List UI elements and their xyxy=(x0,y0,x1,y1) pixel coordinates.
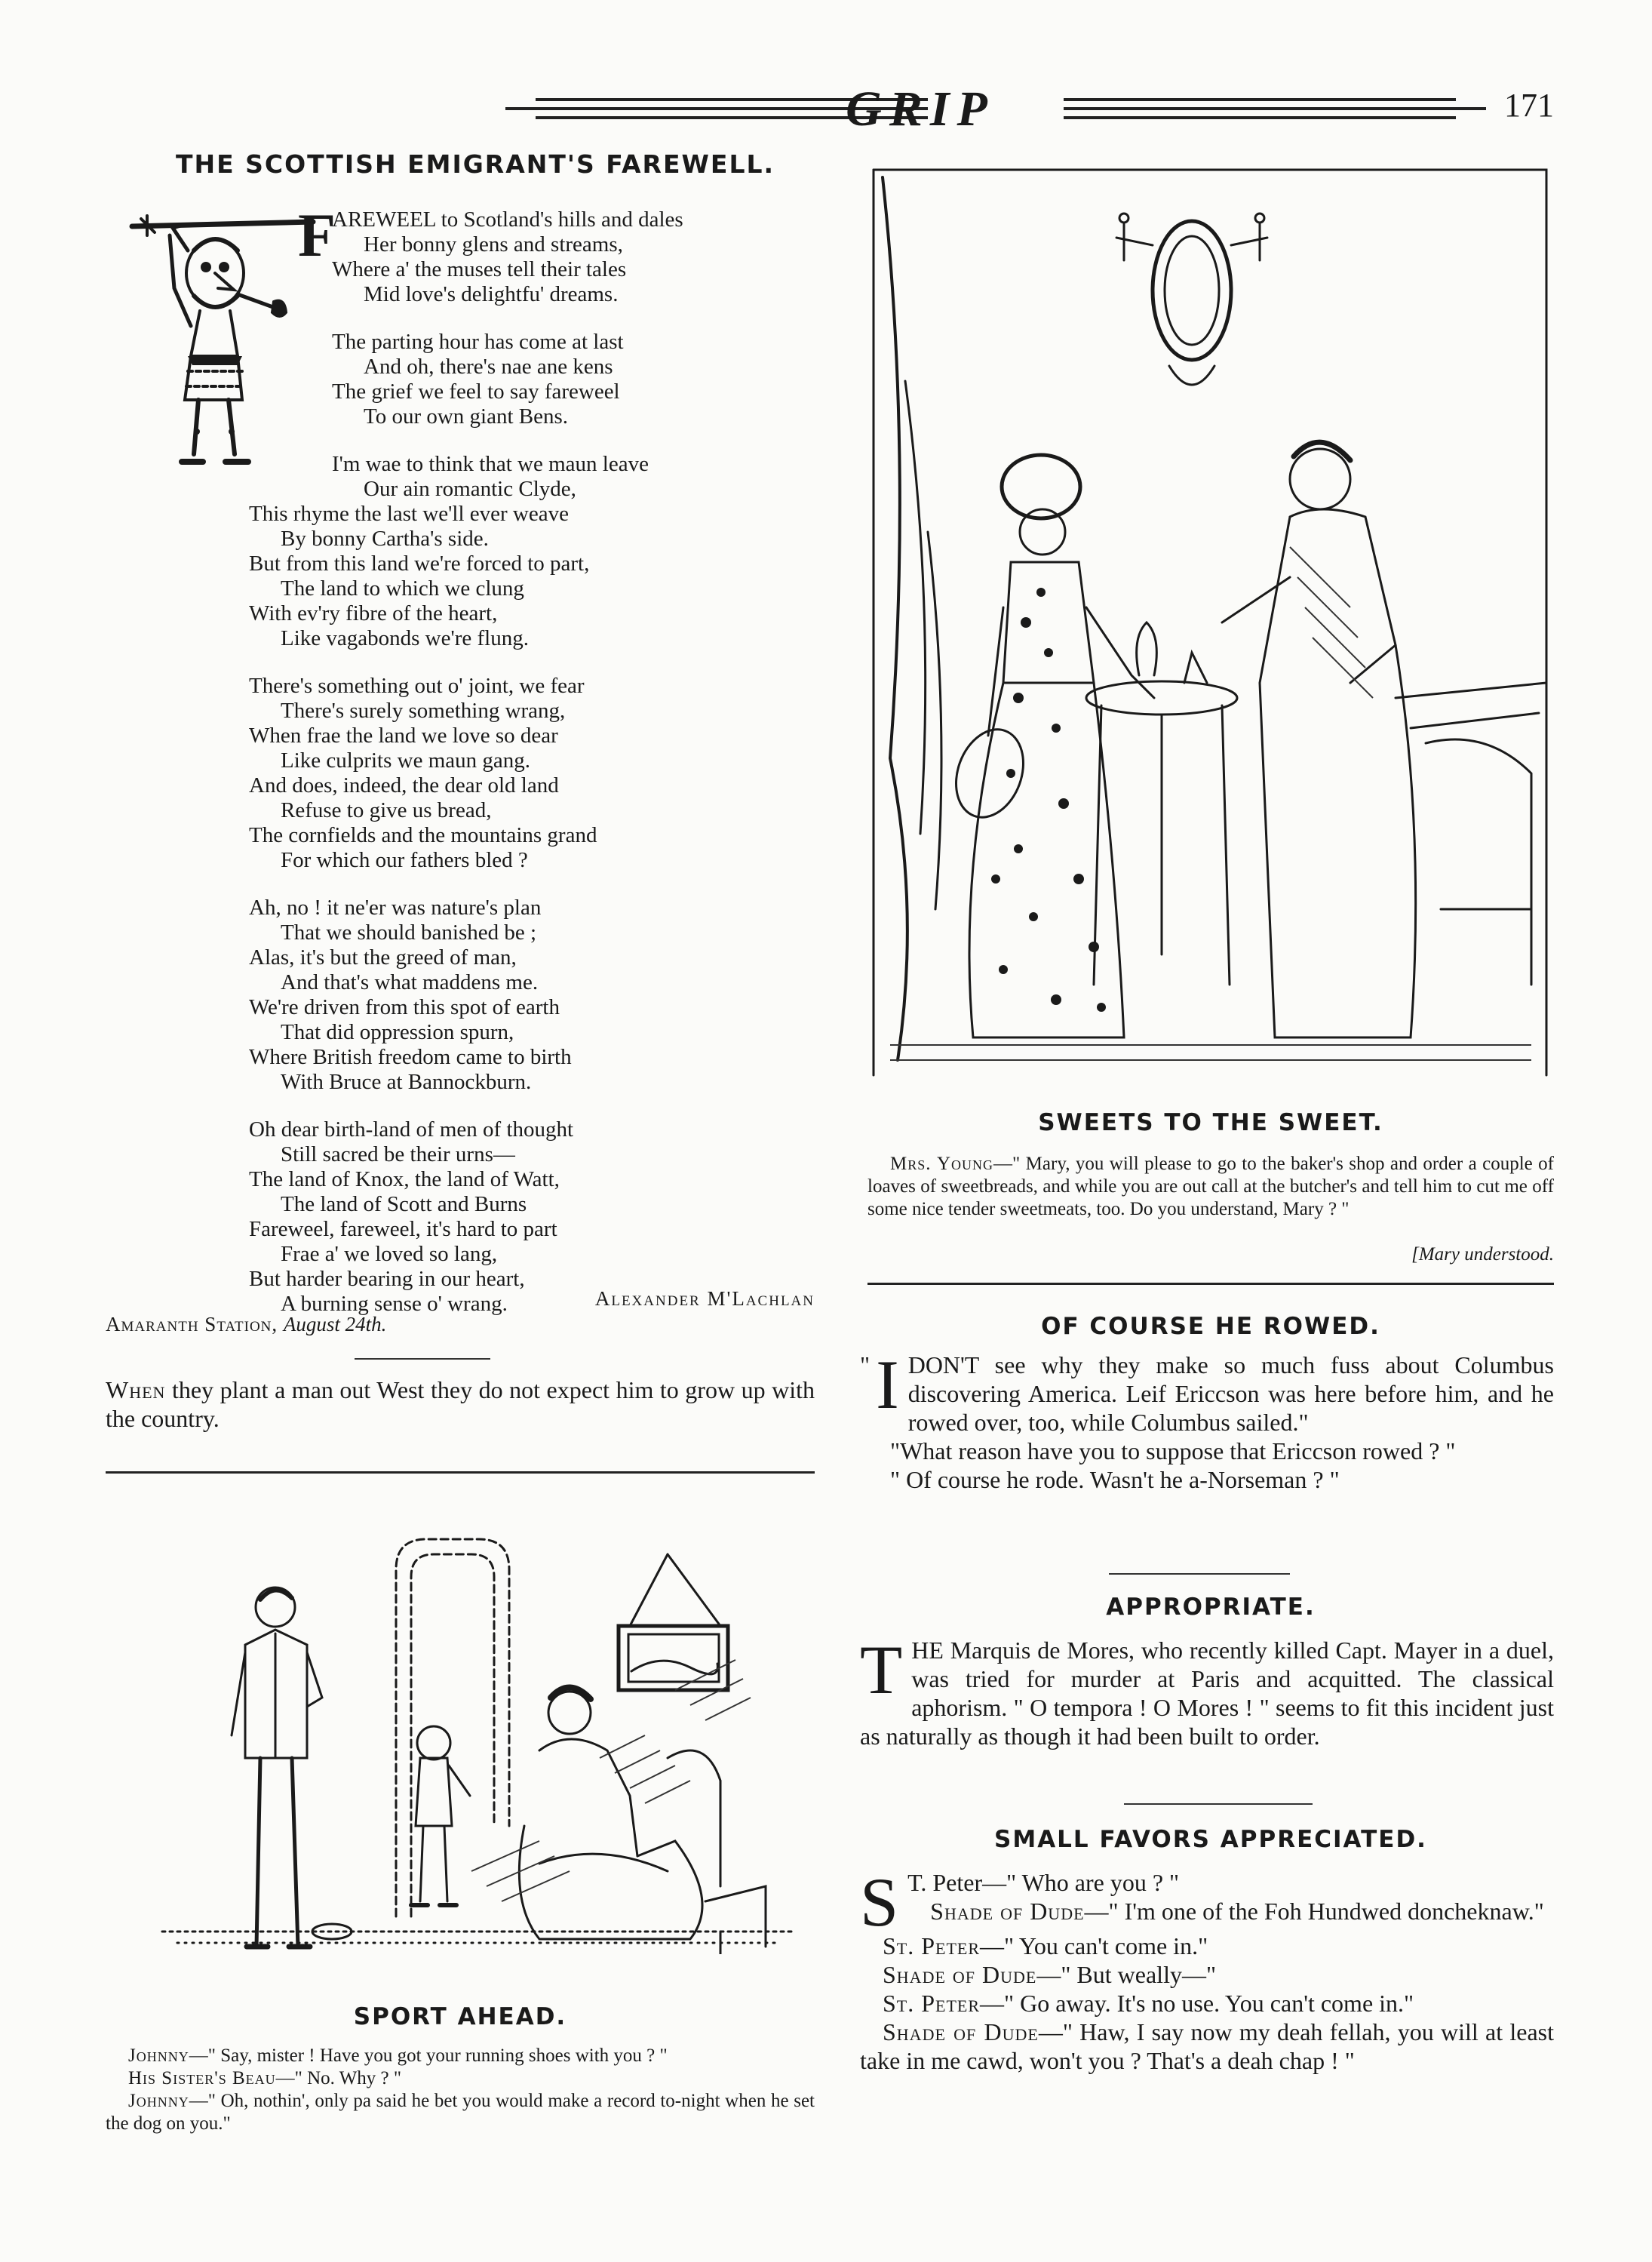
open-quote: " xyxy=(860,1351,871,1378)
poem-line: The parting hour has come at last xyxy=(332,330,624,354)
dialogue-line xyxy=(860,1897,1554,1925)
sport-ahead-title: SPORT AHEAD. xyxy=(353,2003,567,2030)
poem-line: The grief we feel to say fareweel xyxy=(332,380,620,404)
poem-line: There's surely something wrang, xyxy=(281,699,566,723)
rowed-body xyxy=(860,1346,1554,1494)
poem-stanza xyxy=(332,207,852,307)
sweets-dialogue xyxy=(867,1153,1554,1221)
poem-line: AREWEEL to Scotland's hills and dales xyxy=(332,207,683,232)
poem-line: This rhyme the last we'll ever weave xyxy=(249,502,569,526)
masthead-title: GRIP xyxy=(846,81,995,137)
poem-dateline xyxy=(106,1313,634,1336)
page-number: 171 xyxy=(1504,87,1554,124)
poem-line: The land to which we clung xyxy=(281,576,524,601)
poem-line: We're driven from this spot of earth xyxy=(249,995,560,1019)
speech: —" Say, mister ! Have you got your running shoes with you ? " xyxy=(189,2045,668,2066)
dialogue-line xyxy=(860,1989,1554,2018)
appropriate-drop-letter: T xyxy=(860,1631,903,1708)
poem-line: And does, indeed, the dear old land xyxy=(249,773,559,798)
speech: —" Mary, you will please to go to the baker's shop and order a couple of loaves of sweetbreads, and while you are out call at the butcher's and tell him to cut me off some nice tender sweetmeats, too. Do you understand, Mary ? " xyxy=(867,1154,1554,1219)
rowed-drop-letter: I xyxy=(876,1346,899,1423)
appropriate-title: APPROPRIATE. xyxy=(1106,1594,1316,1621)
poem-line: The cornfields and the mountains grand xyxy=(249,823,597,847)
speaker: T. Peter xyxy=(907,1869,983,1896)
sport-ahead-dialogue xyxy=(106,2045,815,2135)
poem-line: Ah, no ! it ne'er was nature's plan xyxy=(249,896,542,920)
poem-line: Still sacred be their urns— xyxy=(281,1142,515,1166)
speech: —" Go away. It's no use. You can't come in." xyxy=(980,1990,1414,2017)
dialogue-line xyxy=(860,1932,1554,1960)
poem-line: Fareweel, fareweel, it's hard to part xyxy=(249,1217,557,1241)
poem-line: With Bruce at Bannockburn. xyxy=(281,1070,532,1094)
small-favors-dialogue xyxy=(860,1864,1554,2075)
poem-line: That did oppression spurn, xyxy=(281,1020,514,1044)
rowed-paragraph: "What reason have you to suppose that Ericcson rowed ? " xyxy=(890,1437,1456,1464)
small-favors-title: SMALL FAVORS APPRECIATED. xyxy=(994,1826,1427,1853)
column-rule xyxy=(867,1283,1554,1285)
poem-line: For which our fathers bled ? xyxy=(281,848,528,872)
rowed-title: OF COURSE HE ROWED. xyxy=(1041,1313,1380,1340)
divider xyxy=(1109,1573,1290,1575)
poem-author: Alexander M'Lachlan xyxy=(594,1287,815,1310)
speaker: Shade of Dude xyxy=(930,1898,1085,1925)
poem-line: Where a' the muses tell their tales xyxy=(332,257,627,281)
appropriate-text: HE Marquis de Mores, who recently killed Capt. Mayer in a duel, was tried for murder at Paris and acquitted. The classical aphorism. " O tempora ! O Mores ! " seems to fit this incident just as naturally as though it had been built to order. xyxy=(860,1637,1554,1750)
quip-lead: When xyxy=(106,1376,166,1403)
poem-date: August 24th. xyxy=(283,1313,387,1335)
sport-ahead-illustration xyxy=(147,1509,803,1954)
poem-line: Where British freedom came to birth xyxy=(249,1045,572,1069)
poem-line: But from this land we're forced to part, xyxy=(249,552,590,576)
speech: —" Who are you ? " xyxy=(982,1869,1180,1896)
poem-stanza xyxy=(249,674,852,873)
speech: —" Haw, I say now my deah fellah, you will at least take in me cawd, won't you ? That's a deah chap ! " xyxy=(860,2018,1554,2074)
speaker: Johnny xyxy=(128,2045,189,2066)
poem-line: When frae the land we love so dear xyxy=(249,724,558,748)
speaker: Johnny xyxy=(128,2091,189,2111)
speaker: Mrs. Young xyxy=(890,1154,994,1174)
dialogue-line xyxy=(106,2045,815,2067)
speech: —" I'm one of the Foh Hundwed doncheknaw." xyxy=(1084,1898,1544,1925)
poem-line: Like culprits we maun gang. xyxy=(281,748,530,773)
poem-line: Our ain romantic Clyde, xyxy=(364,477,576,501)
poem-line: And oh, there's nae ane kens xyxy=(364,355,613,379)
speaker: Shade of Dude xyxy=(883,1961,1037,1988)
appropriate-paragraph xyxy=(860,1631,1554,1750)
speech: —" You can't come in." xyxy=(980,1932,1208,1959)
poem-drop-letter: F xyxy=(298,201,336,269)
poem-line: But harder bearing in our heart, xyxy=(249,1267,525,1291)
column-rule xyxy=(106,1471,815,1474)
speaker: St. Peter xyxy=(883,1990,981,2017)
poem-line: By bonny Cartha's side. xyxy=(281,527,489,551)
dialogue-line xyxy=(106,2067,815,2090)
poem-line: I'm wae to think that we maun leave xyxy=(332,452,649,476)
quip-paragraph xyxy=(106,1375,815,1433)
speech: —" But weally—" xyxy=(1036,1961,1217,1988)
poem-line: That we should banished be ; xyxy=(281,920,537,945)
speech: —" Oh, nothin', only pa said he bet you would make a record to-night when he set the dog on you." xyxy=(106,2091,815,2134)
poem-line: Mid love's delightfu' dreams. xyxy=(364,282,619,306)
sweets-aside: [Mary understood. xyxy=(1411,1244,1554,1265)
sweets-illustration xyxy=(867,155,1554,1083)
poem-line: Like vagabonds we're flung. xyxy=(281,626,529,650)
divider xyxy=(1124,1803,1313,1805)
poem-line: With ev'ry fibre of the heart, xyxy=(249,601,498,625)
poem-line: Her bonny glens and streams, xyxy=(364,232,623,257)
poem-line: There's something out o' joint, we fear xyxy=(249,674,585,698)
poem-stanza xyxy=(249,452,852,651)
poem-stanza xyxy=(332,330,852,429)
rowed-paragraph xyxy=(860,1346,1554,1437)
dialogue-line xyxy=(860,1960,1554,1989)
speaker: His Sister's Beau xyxy=(128,2068,276,2088)
speech: —" No. Why ? " xyxy=(275,2068,402,2088)
poem-line: Oh dear birth-land of men of thought xyxy=(249,1117,574,1142)
poem-title: THE SCOTTISH EMIGRANT'S FAREWELL. xyxy=(175,149,775,179)
poem-line: Refuse to give us bread, xyxy=(281,798,492,822)
poem-line: And that's what maddens me. xyxy=(281,970,539,994)
divider xyxy=(355,1358,490,1360)
poem-place: Amaranth Station, xyxy=(106,1313,278,1335)
dialogue-line xyxy=(860,2018,1554,2075)
poem-line: The land of Knox, the land of Watt, xyxy=(249,1167,560,1191)
poem-line: Alas, it's but the greed of man, xyxy=(249,945,517,970)
poem-body xyxy=(249,207,852,1339)
poem-line: Frae a' we loved so lang, xyxy=(281,1242,498,1266)
poem-stanza xyxy=(249,896,852,1095)
poem-line: The land of Scott and Burns xyxy=(281,1192,527,1216)
rowed-paragraph: " Of course he rode. Wasn't he a-Norseman ? " xyxy=(890,1466,1340,1493)
rowed-text: DON'T see why they make so much fuss about Columbus discovering America. Leif Ericcson was here before him, and he rowed over, too, while Columbus sailed." xyxy=(907,1351,1554,1436)
masthead-rule-right xyxy=(1064,75,1486,143)
masthead xyxy=(106,75,1554,143)
poem-line: A burning sense o' wrang. xyxy=(281,1292,508,1316)
speaker: St. Peter xyxy=(883,1932,981,1959)
small-favors-drop-letter: S xyxy=(860,1864,899,1941)
poem-line: To our own giant Bens. xyxy=(364,404,569,429)
dialogue-line xyxy=(106,2090,815,2135)
speaker: Shade of Dude xyxy=(883,2018,1039,2045)
sweets-title: SWEETS TO THE SWEET. xyxy=(1038,1109,1383,1136)
quip-text: they plant a man out West they do not expect him to grow up with the country. xyxy=(106,1376,815,1432)
